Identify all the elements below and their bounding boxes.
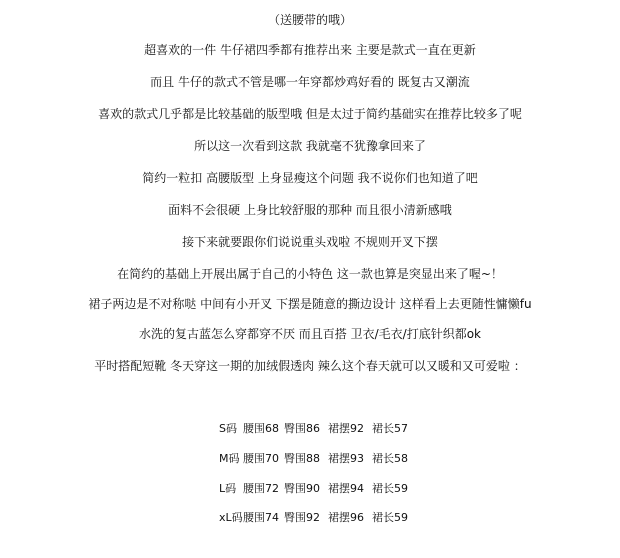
size-label: M码 — [219, 452, 240, 465]
size-row-l — [0, 481, 620, 497]
hem-measurement: 裙摆94 — [328, 482, 364, 495]
description-line-4: 所以这一次看到这款 我就毫不犹豫拿回来了 — [194, 139, 426, 153]
description-line-11: 平时搭配短靴 冬天穿这一期的加绒假透肉 辣么这个春天就可以又暖和又可爱啦 ： — [94, 359, 526, 373]
size-row-s — [0, 421, 620, 437]
hem-measurement: 裙摆96 — [328, 511, 364, 524]
description-line-7: 接下来就要跟你们说说重头戏啦 不规则开叉下摆 — [182, 235, 438, 249]
hip-measurement: 臀围88 — [284, 452, 320, 465]
waist-measurement: 腰围74 — [243, 511, 279, 524]
hip-measurement: 臀围90 — [284, 482, 320, 495]
description-line-5: 简约一粒扣 高腰版型 上身显瘦这个问题 我不说你们也知道了吧 — [142, 171, 478, 185]
length-measurement: 裙长59 — [372, 511, 408, 524]
hem-measurement: 裙摆92 — [328, 422, 364, 435]
waist-measurement: 腰围72 — [243, 482, 279, 495]
description-line-1: 超喜欢的一件 牛仔裙四季都有推荐出来 主要是款式一直在更新 — [144, 43, 476, 57]
length-measurement: 裙长57 — [372, 422, 408, 435]
description-line-8: 在简约的基础上开展出属于自己的小特色 这一款也算是突显出来了喔~！ — [117, 267, 503, 281]
waist-measurement: 腰围70 — [243, 452, 279, 465]
hem-measurement: 裙摆93 — [328, 452, 364, 465]
description-line-6: 面料不会很硬 上身比较舒服的那种 而且很小清新感哦 — [168, 203, 452, 217]
description-line-9: 裙子两边是不对称哒 中间有小开叉 下摆是随意的撕边设计 这样看上去更随性慵懒fu — [88, 297, 532, 311]
length-measurement: 裙长59 — [372, 482, 408, 495]
size-label: xL码 — [219, 511, 243, 524]
length-measurement: 裙长58 — [372, 452, 408, 465]
size-label: L码 — [219, 482, 237, 495]
description-line-3: 喜欢的款式几乎都是比较基础的版型哦 但是太过于简约基础实在推荐比较多了呢 — [98, 107, 522, 121]
hip-measurement: 臀围92 — [284, 511, 320, 524]
size-label: S码 — [219, 422, 237, 435]
waist-measurement: 腰围68 — [243, 422, 279, 435]
size-row-xl — [0, 510, 620, 526]
description-line-10: 水洗的复古蓝怎么穿都穿不厌 而且百搭 卫衣/毛衣/打底针织都ok — [138, 327, 481, 341]
description-line-2: 而且 牛仔的款式不管是哪一年穿都炒鸡好看的 既复古又潮流 — [150, 75, 470, 89]
hip-measurement: 臀围86 — [284, 422, 320, 435]
belt-note: （送腰带的哦） — [267, 13, 352, 27]
size-row-m — [0, 451, 620, 467]
